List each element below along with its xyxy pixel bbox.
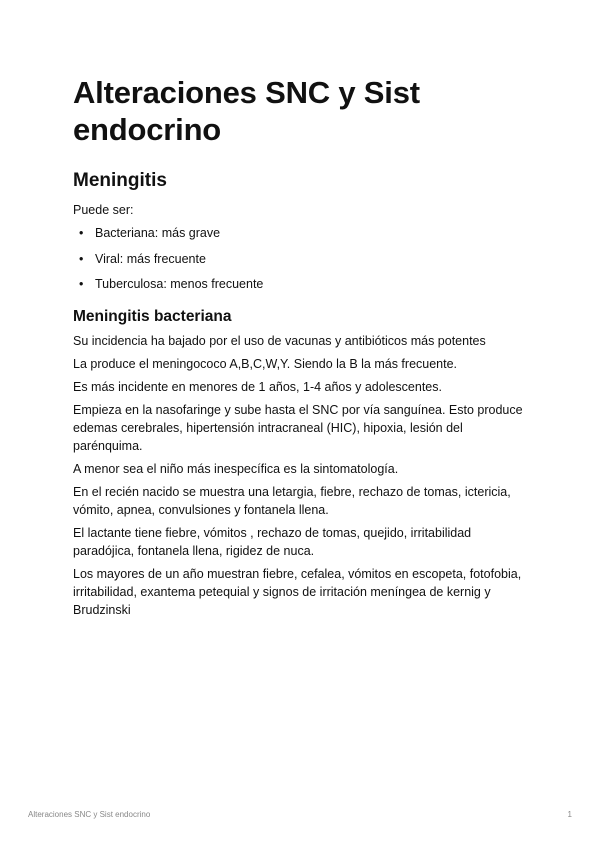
paragraph: A menor sea el niño más inespecífica es la sintomatología. [73, 462, 399, 476]
paragraph: Es más incidente en menores de 1 años, 1-4 años y adolescentes. [73, 380, 442, 394]
footer-title: Alteraciones SNC y Sist endocrino [28, 810, 151, 819]
page-footer [28, 810, 572, 819]
list-item [73, 250, 533, 268]
list-item-text: Viral: más frecuente [95, 251, 206, 266]
paragraph: Los mayores de un año muestran fiebre, cefalea, vómitos en escopeta, fotofobia, irritabilidad, exantema petequial y signos de irritación meníngea de kernig y Brudzinski [73, 567, 522, 617]
list-item-text: Bacteriana: más grave [95, 226, 221, 240]
section-intro: Puede ser: [73, 203, 134, 217]
page-title: Alteraciones SNC y Sist endocrino [73, 75, 420, 147]
list-item-text: Tuberculosa: menos frecuente [95, 277, 264, 291]
section-heading-meningitis: Meningitis [73, 170, 167, 191]
paragraph: Su incidencia ha bajado por el uso de vacunas y antibióticos más potentes [73, 334, 486, 348]
list-item [73, 224, 533, 242]
list-item [73, 275, 533, 293]
paragraph: Empieza en la nasofaringe y sube hasta el SNC por vía sanguínea. Esto produce edemas cerebrales, hipertensión intracraneal (HIC), hipoxia, lesión del parénquima. [73, 403, 523, 453]
paragraph: El lactante tiene fiebre, vómitos , rechazo de tomas, quejido, irritabilidad paradójica, fontanela llena, rigidez de nuca. [73, 526, 472, 558]
meningitis-types-list [73, 224, 533, 293]
paragraph: La produce el meningococo A,B,C,W,Y. Siendo la B la más frecuente. [73, 357, 458, 371]
page-number: 1 [567, 810, 572, 819]
document-page [73, 74, 533, 624]
bullet-icon: • [79, 251, 84, 266]
bullet-icon: • [79, 277, 84, 291]
bullet-icon: • [79, 226, 84, 240]
subsection-heading-meningitis-bacteriana: Meningitis bacteriana [73, 308, 232, 325]
paragraph: En el recién nacido se muestra una letargia, fiebre, rechazo de tomas, ictericia, vómito, apnea, convulsiones y fontanela llena. [73, 485, 511, 517]
